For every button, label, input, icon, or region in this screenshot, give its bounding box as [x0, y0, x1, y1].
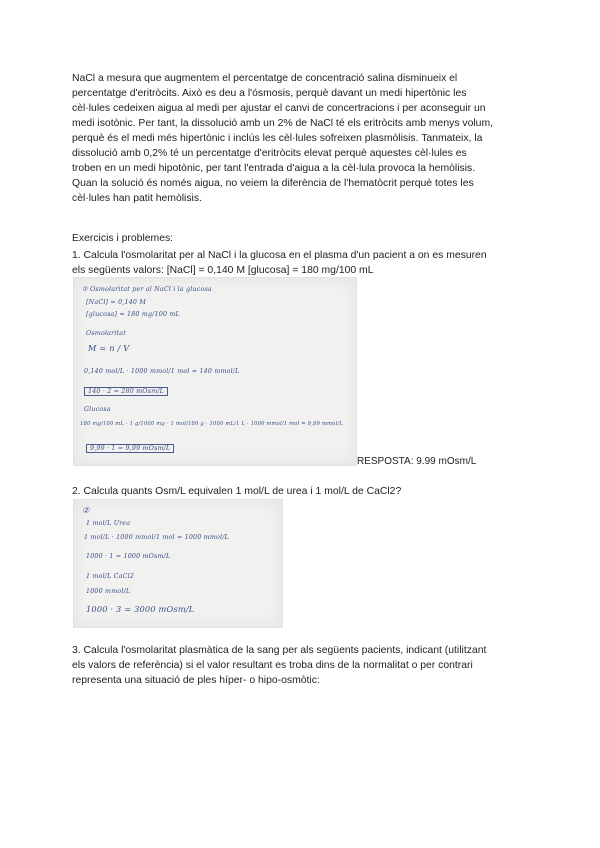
intro-line: troben en un medi hipotònic, per tant l'entrada d'aigua a la cèl·lula provoca la hemòlisis.	[72, 163, 476, 174]
question-2: 2. Calcula quants Osm/L equivalen 1 mol/L de urea i 1 mol/L de CaCl2?	[72, 486, 402, 497]
hw2-urea-result: 1000 · 1 = 1000 mOsm/L	[86, 553, 171, 560]
hw1-nacl-conversion: 0,140 mol/L · 1000 mmol/1 mol = 140 mmol/L	[84, 368, 240, 375]
intro-paragraph	[72, 71, 532, 206]
intro-line: cèl·lules cedeixen aigua al medi per ajustar el canvi de concertracions i per aconseguir un	[72, 103, 486, 114]
question-1-line: els següents valors: [NaCl] = 0,140 M [glucosa] = 180 mg/100 mL	[72, 265, 374, 276]
hw2-urea: 1 mol/L Urea	[86, 520, 131, 527]
hw2-cacl2-result: 1000 · 3 = 3000 mOsm/L	[86, 604, 195, 614]
hw2-cacl2: 1 mol/L CaCl2	[86, 573, 135, 580]
intro-line: percentatge d'eritròcits. Això es deu a l'ósmosis, perquè davant un medi hipertònic les	[72, 88, 467, 99]
hw1-glucose: [glucosa] = 180 mg/100 mL	[86, 311, 180, 318]
hw1-glucose-label: Glucosa	[84, 406, 111, 413]
hw1-glucose-conversion: 180 mg/100 mL · 1 g/1000 mg · 1 mol/180 g · 1000 mL/1 L · 1000 mmol/1 mol = 9,99 mmol/L	[80, 421, 343, 427]
hw1-title: ① Osmolaritat per al NaCl i la glucosa	[82, 286, 212, 293]
intro-line: NaCl a mesura que augmentem el percentatge de concentració salina disminueix el	[72, 73, 458, 84]
intro-line: cèl·lules han patit hemòlisis.	[72, 193, 202, 204]
intro-line: medi isotònic. Per tant, la dissolució amb un 2% de NaCl té els eritròcits amb menys volum,	[72, 118, 493, 129]
intro-line: dissolució amb 0,2% té un percentatge d'eritròcits elevat perquè aquestes cèl·lules es	[72, 148, 467, 159]
question-1	[72, 248, 552, 278]
answer-1: RESPOSTA: 9.99 mOsm/L	[357, 456, 477, 467]
hw2-cacl2-mmol: 1000 mmol/L	[86, 588, 131, 595]
intro-line: Quan la solució és només aigua, no veiem la diferència de l'hematòcrit perquè totes les	[72, 178, 474, 189]
hw2-urea-conversion: 1 mol/L · 1000 mmol/1 mol = 1000 mmol/L	[84, 534, 229, 541]
hw1-nacl-result: 140 · 2 = 280 mOsm/L	[84, 387, 168, 396]
question-3	[72, 643, 552, 688]
question-3-line: representa una situació de ples híper- o hipo-osmòtic:	[72, 675, 320, 686]
handwritten-solution-photo-2	[73, 499, 283, 628]
hw1-glucose-result: 9,99 · 1 = 9,99 mOsm/L	[86, 444, 174, 453]
hw2-number: ②	[82, 505, 90, 515]
hw1-osmolarity-label: Osmolaritat	[86, 330, 126, 337]
hw1-nacl: [NaCl] = 0,140 M	[86, 299, 146, 306]
question-1-line: 1. Calcula l'osmolaritat per al NaCl i la glucosa en el plasma d'un pacient a on es mesuren	[72, 250, 487, 261]
question-3-line: 3. Calcula l'osmolaritat plasmàtica de la sang per als següents pacients, indicant (utilitzant	[72, 645, 487, 656]
section-heading: Exercicis i problemes:	[72, 233, 174, 244]
handwritten-solution-photo-1	[73, 277, 357, 466]
hw1-formula: M = n / V	[88, 343, 130, 353]
intro-line: perquè és el medi més hipertònic i inclús les cèl·lules sofreixen plasmòlisis. Tanmateix, la	[72, 133, 483, 144]
question-3-line: els valors de referència) si el valor resultant es troba dins de la normalitat o per contrari	[72, 660, 473, 671]
